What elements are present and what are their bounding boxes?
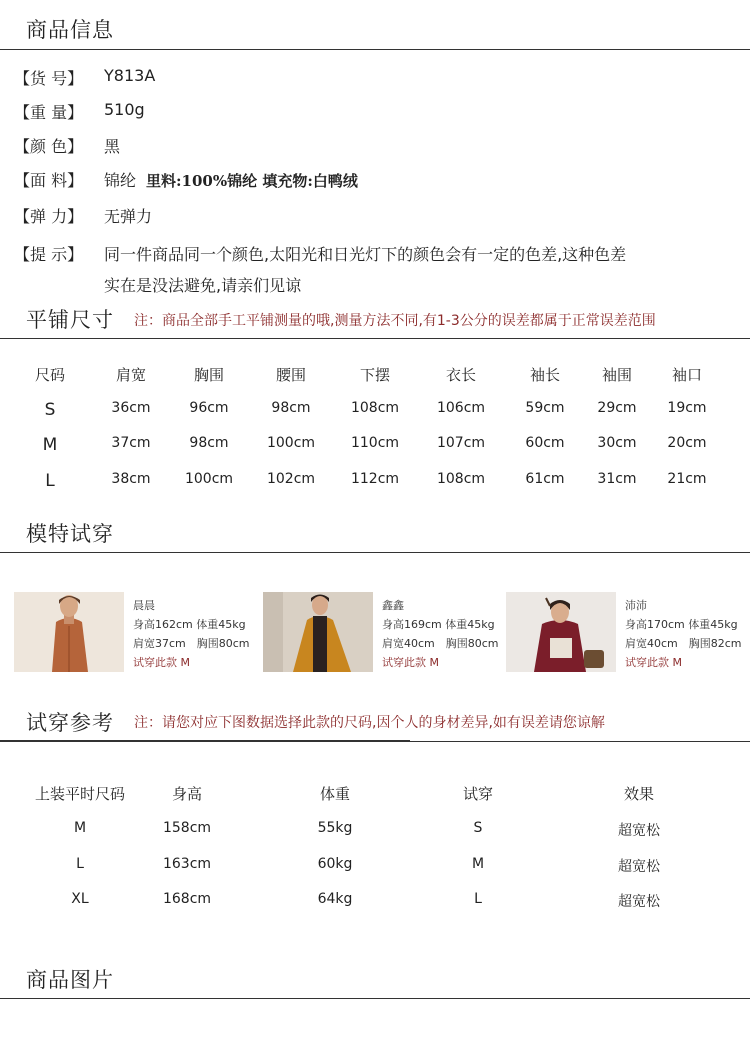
fit-reference-cell: 超宽松 xyxy=(618,859,660,875)
size-chart-cell: 106cm xyxy=(436,400,486,416)
size-chart-header: 胸围 xyxy=(193,366,225,384)
info-label: 【颜 色】 xyxy=(14,137,84,156)
size-label: L xyxy=(45,471,55,491)
model-tryon-size: 试穿此款 M xyxy=(625,656,682,669)
size-chart-header: 衣长 xyxy=(445,366,477,384)
size-chart-cell: 21cm xyxy=(667,471,707,487)
info-value: 无弹力 xyxy=(104,207,153,226)
fit-reference-header: 身高 xyxy=(171,785,203,803)
fit-reference-cell: 64kg xyxy=(317,891,353,907)
divider xyxy=(0,338,750,339)
fit-reference-note: 注：请您对应下图数据选择此款的尺码,因个人的身材差异,如有误差请您谅解 xyxy=(134,715,605,731)
fit-reference-cell: 158cm xyxy=(162,820,212,836)
model-name: 沛沛 xyxy=(625,599,647,612)
model-measure-2: 肩宽40cm 胸围82cm xyxy=(625,637,742,650)
info-label: 【重 量】 xyxy=(14,103,84,122)
fit-reference-cell: M xyxy=(471,856,485,872)
model-measure-2: 肩宽37cm 胸围80cm xyxy=(133,637,250,650)
size-chart-cell: 20cm xyxy=(667,435,707,451)
divider xyxy=(0,49,750,50)
info-value xyxy=(104,168,358,191)
divider xyxy=(0,741,750,742)
info-value: 510g xyxy=(104,100,145,119)
fit-reference-title: 试穿参考 xyxy=(26,711,114,735)
fit-reference-cell: L xyxy=(474,891,482,907)
model-photo xyxy=(506,592,616,672)
size-chart-cell: 110cm xyxy=(350,435,400,451)
model-measure-1: 身高162cm 体重45kg xyxy=(133,618,246,631)
divider xyxy=(0,552,750,553)
info-value: 黑 xyxy=(104,137,121,156)
model-tryon-size: 试穿此款 M xyxy=(382,656,439,669)
fit-reference-cell: L xyxy=(76,856,84,872)
model-measure-1: 身高169cm 体重45kg xyxy=(382,618,495,631)
model-tryon-size: 试穿此款 M xyxy=(133,656,190,669)
fit-reference-cell: S xyxy=(473,820,483,836)
fit-reference-header: 体重 xyxy=(319,785,351,803)
info-label: 【弹 力】 xyxy=(14,207,84,226)
size-chart-cell: 37cm xyxy=(111,435,151,451)
models-title: 模特试穿 xyxy=(26,522,114,546)
size-chart-cell: 19cm xyxy=(667,400,707,416)
size-chart-header: 腰围 xyxy=(275,366,307,384)
size-chart-header: 肩宽 xyxy=(115,366,147,384)
model-card xyxy=(14,592,254,672)
size-chart-cell: 36cm xyxy=(111,400,151,416)
fit-reference-cell: M xyxy=(73,820,87,836)
model-measure-1: 身高170cm 体重45kg xyxy=(625,618,738,631)
fit-reference-header: 效果 xyxy=(623,785,655,803)
size-chart-cell: 98cm xyxy=(271,400,311,416)
model-card xyxy=(506,592,750,672)
model-measure-2: 肩宽40cm 胸围80cm xyxy=(382,637,499,650)
model-photo xyxy=(14,592,124,672)
fit-reference-cell: XL xyxy=(71,891,89,907)
size-label: M xyxy=(42,435,58,455)
info-label: 【货 号】 xyxy=(14,69,84,88)
size-label: S xyxy=(44,400,56,420)
fit-reference-cell: 163cm xyxy=(162,856,212,872)
size-chart-cell: 61cm xyxy=(525,471,565,487)
size-chart-cell: 108cm xyxy=(436,471,486,487)
size-chart-header: 袖长 xyxy=(529,366,561,384)
fit-reference-cell: 168cm xyxy=(162,891,212,907)
info-label: 【提 示】 xyxy=(14,245,84,264)
size-chart-cell: 102cm xyxy=(266,471,316,487)
size-chart-cell: 100cm xyxy=(266,435,316,451)
product-info-title: 商品信息 xyxy=(26,18,114,42)
model-name: 晨晨 xyxy=(133,599,155,612)
fit-reference-cell: 超宽松 xyxy=(618,823,660,839)
model-info xyxy=(625,596,742,672)
fabric-main: 锦纶 xyxy=(104,171,137,190)
fit-reference-header: 上装平时尺码 xyxy=(34,785,126,803)
model-name: 鑫鑫 xyxy=(382,599,404,612)
size-chart-title: 平铺尺寸 xyxy=(26,308,114,332)
fit-reference-header: 试穿 xyxy=(462,785,494,803)
info-value-continued: 实在是没法避免,请亲们见谅 xyxy=(104,276,302,295)
size-chart-note: 注：商品全部手工平铺测量的哦,测量方法不同,有1-3公分的误差都属于正常误差范围 xyxy=(134,313,656,329)
size-chart-cell: 112cm xyxy=(350,471,400,487)
model-info xyxy=(382,596,499,672)
model-photo xyxy=(263,592,373,672)
size-chart-cell: 107cm xyxy=(436,435,486,451)
size-chart-header: 袖口 xyxy=(671,366,703,384)
size-chart-cell: 100cm xyxy=(184,471,234,487)
size-chart-header: 下摆 xyxy=(359,366,391,384)
model-info xyxy=(133,596,250,672)
size-chart-header: 袖围 xyxy=(601,366,633,384)
fit-reference-cell: 55kg xyxy=(317,820,353,836)
size-chart-cell: 60cm xyxy=(525,435,565,451)
size-chart-cell: 108cm xyxy=(350,400,400,416)
divider xyxy=(0,998,750,999)
size-chart-header: 尺码 xyxy=(34,366,66,384)
info-value: Y813A xyxy=(104,66,156,85)
size-chart-cell: 96cm xyxy=(189,400,229,416)
size-chart-cell: 38cm xyxy=(111,471,151,487)
fit-reference-cell: 超宽松 xyxy=(618,894,660,910)
size-chart-cell: 98cm xyxy=(189,435,229,451)
fabric-detail: 里料:100%锦纶 填充物:白鸭绒 xyxy=(146,172,358,190)
info-label: 【面 料】 xyxy=(14,171,84,190)
size-chart-cell: 29cm xyxy=(597,400,637,416)
size-chart-cell: 31cm xyxy=(597,471,637,487)
info-value: 同一件商品同一个颜色,太阳光和日光灯下的颜色会有一定的色差,这种色差 xyxy=(104,245,627,264)
fit-reference-cell: 60kg xyxy=(317,856,353,872)
model-card xyxy=(263,592,503,672)
product-images-title: 商品图片 xyxy=(26,968,114,992)
size-chart-cell: 59cm xyxy=(525,400,565,416)
size-chart-cell: 30cm xyxy=(597,435,637,451)
